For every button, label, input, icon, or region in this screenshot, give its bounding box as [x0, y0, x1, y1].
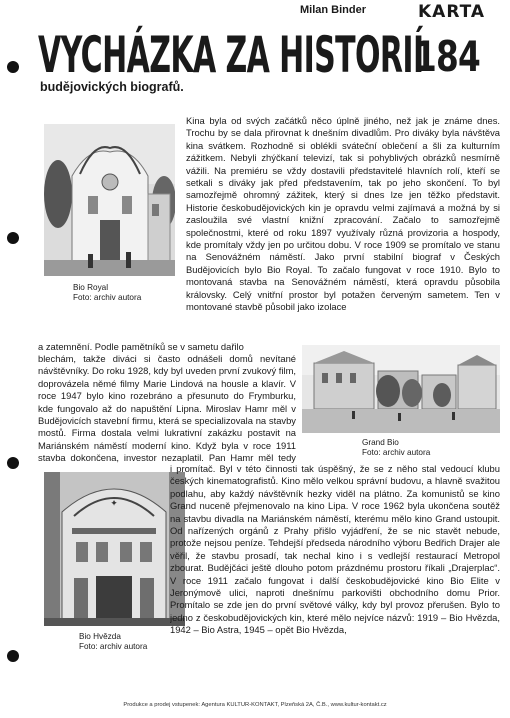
card-label: KARTA	[418, 2, 486, 22]
caption-title: Grand Bio	[362, 438, 399, 447]
svg-text:✦: ✦	[110, 499, 118, 509]
author-name: Milan Binder	[300, 4, 367, 16]
article-paragraph-4: i promítač. Byl v této činnosti tak úspěšný, že se z něho stal vedoucí klubu českých kinematografistů. Kino mělo velkou správní budovu, a hlavně svažitou podlahu, aby každý návštěvník hezky viděl na plátno. Za komunistů se kino Grand nuceně přejmenovalo na kino Lipa. V roce 1962 byla ukončena soutěž na stavbu divadla na Mariánském náměstí, kterému mělo kino Grand ustoupit. Od nařízených orgánů z Prahy přišlo vyjádření, že se nic stavět nebude, protože nejsou peníze. Tehdejší předseda národního výboru Bedřich Drajer ale věřil, že stavbu prosadí, tak nechal kino i s vedlejší restaurací Metropol zbourat. Budějčáci ještě dlouho potom prázdnému prostoru říkali „Drajerplac“. V roce 1911 začalo fungovat i další českobudějovické kino Bio Elite v Jeronýmově ulici, naproti dnešnímu parkovišti obchodního domu Prior. Promítalo se zde jen do první světové války, kdy byl provoz přerušen. Bylo to jedno z českobudějovických kin, které mělo nejvíce názvů: 1919 – Bio Hvězda, 1942 – Bio Astra, 1945 – opět Bio Hvězda,	[170, 463, 500, 636]
photo-bio-hvezda	[44, 472, 185, 626]
caption-bio-hvezda	[79, 632, 147, 652]
caption-credit: Foto: archiv autora	[362, 448, 431, 457]
photo-bio-royal	[44, 124, 175, 276]
binder-hole-bottom	[7, 650, 19, 662]
card-number: 184	[414, 32, 481, 81]
caption-credit: Foto: archiv autora	[73, 293, 142, 302]
page-footer: Produkce a prodej vstupenek: Agentura KULTUR-KONTAKT, Plzeňská 2A, Č.B., www.kultur-kontakt.cz	[123, 702, 387, 708]
caption-bio-royal	[73, 283, 141, 303]
caption-grand-bio	[362, 438, 430, 458]
caption-title: Bio Royal	[73, 283, 109, 292]
article-paragraph-3: blechám, takže diváci si často odnášeli domů nevítané návštěvníky. Do roku 1928, kdy byl uveden první zvukový film, doprovázela němé filmy Marie Lindová na housle a klavír. V roce 1947 bylo kino rozebráno a přesunuto do Frymburku, kde fungovalo až do napuštění Lipna. Miroslav Hamr měl v Budějovicích stavební firmu, která se specializovala na stavby mostů. Firma dostala velmi lukrativní zakázku postavit na Mariánském náměstí moderní kino. Když byla v roce 1911 stavba dokončena, investor nezaplatil. Pan Hamr měl tedy	[38, 353, 296, 464]
caption-title: Bio Hvězda	[79, 632, 121, 641]
binder-hole-lower	[7, 457, 19, 469]
article-paragraph-1: Kina byla od svých začátků něco úplně jiného, než jak je známe dnes. Trochu by se dala přirovnat k dnešním divadlům. Pro diváky byla návštěva kina svátkem. Rozhodně si oblékli sváteční oblečení a šli za kulturním zážitkem. Nebyli zhýčkaní televizí, tak si pohyblivých obrázků nesmírně vážili. Na premiéru se vždy dostavili představitelé hlavních rolí, kteří se setkali s diváky jak před představením, tak po jeho skončení. To byl samozřejmě ohromný zážitek, který si dnes lze jen těžko představit. Historie českobudějovických kin je opravdu velmi zajímavá a možná by si zasloužila své vlastní knižní zpracování. Začalo to samozřejmě společnostmi, které od roku 1897 využívaly různá provizoria a hospody, kde promítaly vždy jen po určitou dobu. V roce 1909 se promítalo ve stanu na Senovážném náměstí. Jako první stabilní biograf v Českých Budějovicích bylo Bio Royal. To začalo fungovat v roce 1910. Bylo to montovaná stavba na Senovážném náměstí, která opravdu působila královsky. Celý vnitřní prostor byl potažen červeným sametem. Ten v montované stavbě působil jako izolace	[186, 115, 500, 313]
page-subtitle: budějovických biografů.	[40, 80, 184, 94]
page-title: VYCHÁZKA ZA HISTORIÍ	[38, 26, 424, 84]
grand-bio-square-image	[302, 345, 500, 433]
binder-hole-top	[7, 61, 19, 73]
article-paragraph-2: a zatemnění. Podle pamětníků se v sametu dařilo	[38, 341, 244, 352]
bio-hvezda-facade-image	[44, 472, 185, 626]
photo-grand-bio	[302, 345, 500, 433]
caption-credit: Foto: archiv autora	[79, 642, 148, 651]
bio-royal-building-image	[44, 124, 175, 276]
binder-hole-upper	[7, 232, 19, 244]
